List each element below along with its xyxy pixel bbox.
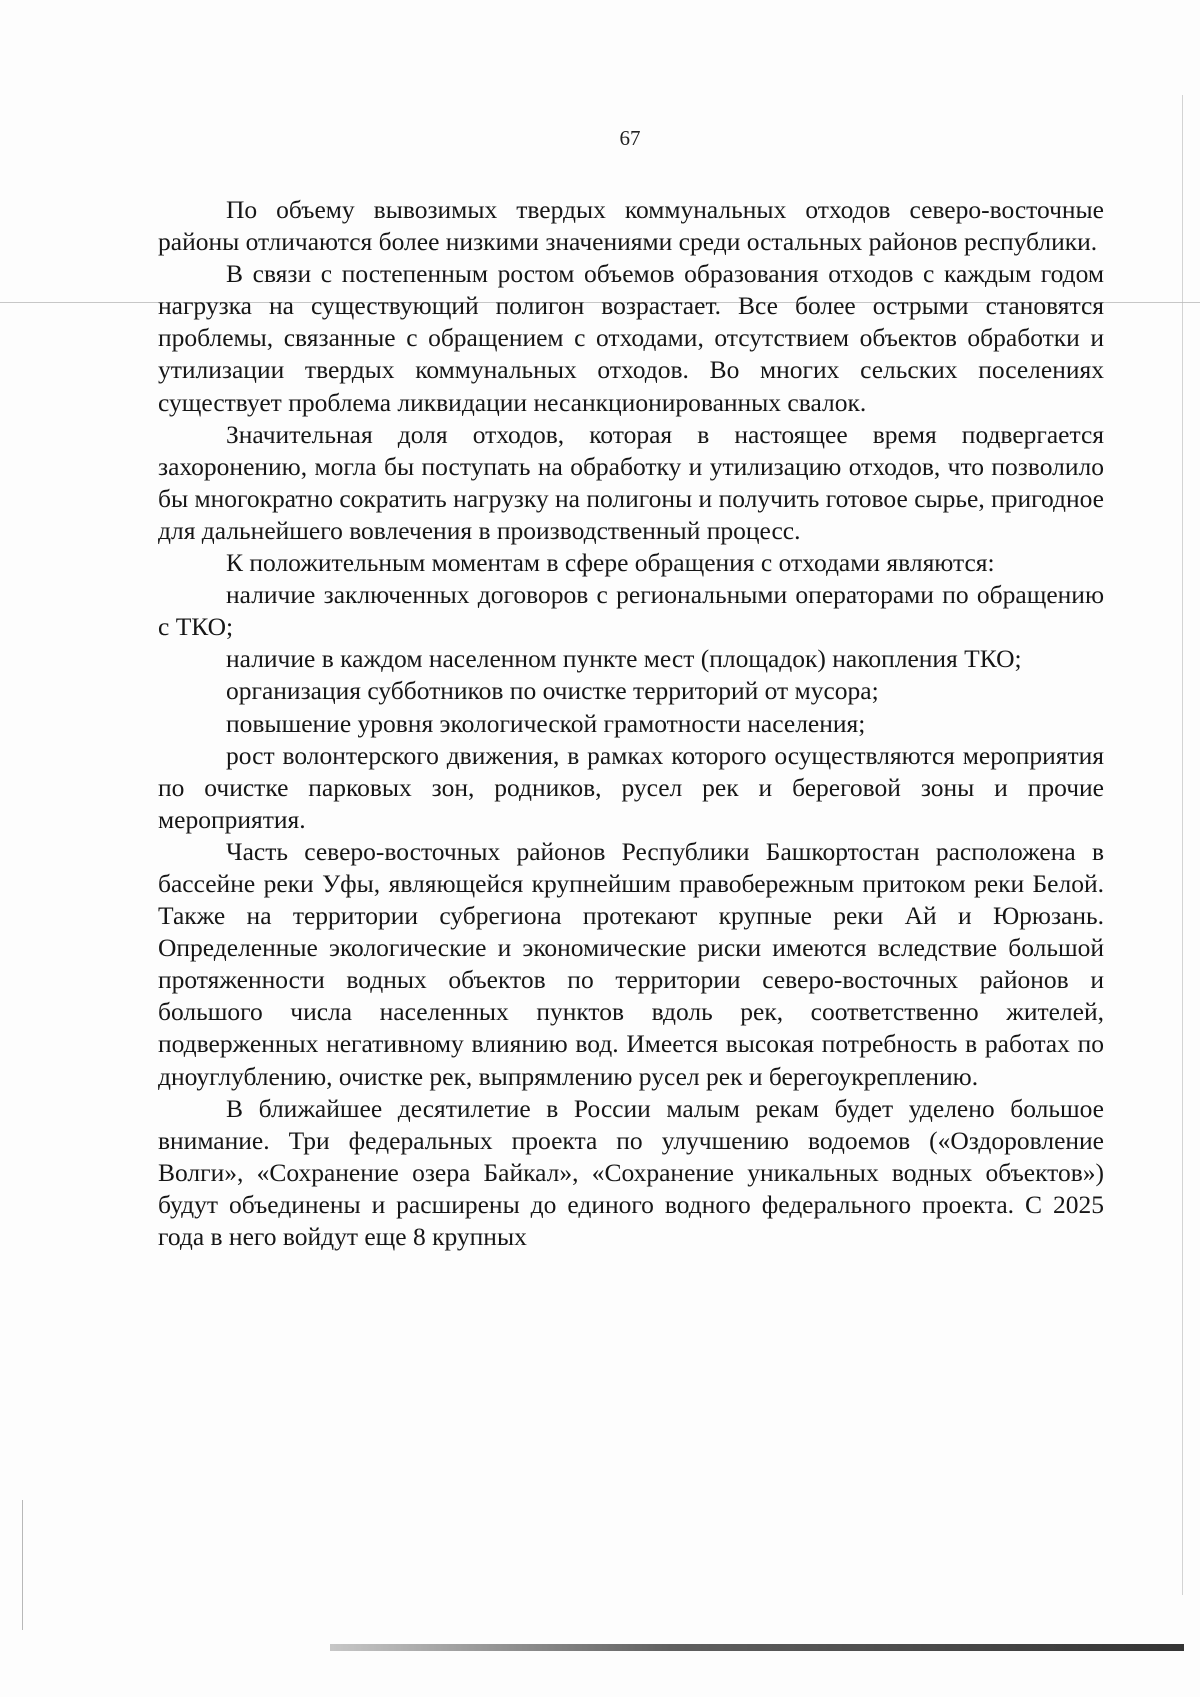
paragraph: Значительная доля отходов, которая в настоящее время подвергается захоронению, могла бы поступать на обработку и утилизацию отходов, что позволило бы многократно сократить нагрузку на полигоны и получить готовое сырье, пригодное для дальнейшего вовлечения в производственный процесс. [158,419,1104,545]
paragraph: В ближайшее десятилетие в России малым рекам будет уделено большое внимание. Три федеральных проекта по улучшению водоемов («Оздоровление Волги», «Сохранение озера Байкал», «Сохранение уникальных водных объектов») будут объединены и расширены до единого водного федерального проекта. С 2025 года в него войдут еще 8 крупных [158,1093,1104,1251]
paragraph: К положительным моментам в сфере обращения с отходами являются: [226,548,995,578]
list-item: рост волонтерского движения, в рамках которого осуществляются мероприятия по очистке парковых зон, родников, русел рек и береговой зоны и прочие мероприятия. [158,740,1104,834]
page-number: 67 [619,126,641,150]
list-item: повышение уровня экологической грамотности населения; [226,708,866,738]
scan-artifact-right-edge [1182,95,1183,1595]
scan-artifact-bottom-bar [330,1644,1184,1651]
list-item: организация субботников по очистке территорий от мусора; [226,676,879,706]
paragraph: По объему вывозимых твердых коммунальных отходов северо-восточные районы отличаются более низкими значениями среди остальных районов республики. [158,195,1104,257]
scan-artifact-left-edge [22,1500,23,1630]
list-item: наличие в каждом населенном пункте мест (площадок) накопления ТКО; [226,644,1022,674]
paragraph: В связи с постепенным ростом объемов образования отходов с каждым годом нагрузка на существующий полигон возрастает. Все более острыми становятся проблемы, связанные с обращением с отходами, отсутствием объектов обработки и утилизации твердых коммунальных отходов. Во многих сельских поселениях существует проблема ликвидации несанкционированных свалок. [158,259,1104,417]
list-item: наличие заключенных договоров с региональными операторами по обращению с ТКО; [158,580,1104,642]
paragraph: Часть северо-восточных районов Республики Башкортостан расположена в бассейне реки Уфы, являющейся крупнейшим правобережным притоком реки Белой. Также на территории субрегиона протекают крупные реки Ай и Юрюзань. Определенные экологические и экономические риски имеются вследствие большой протяженности водных объектов по территории северо-восточных районов и большого числа населенных пунктов вдоль рек, соответственно жителей, подверженных негативному влиянию вод. Имеется высокая потребность в работах по дноуглублению, очистке рек, выпрямлению русел рек и берегоукреплению. [158,836,1104,1091]
body-text [158,194,1104,1253]
